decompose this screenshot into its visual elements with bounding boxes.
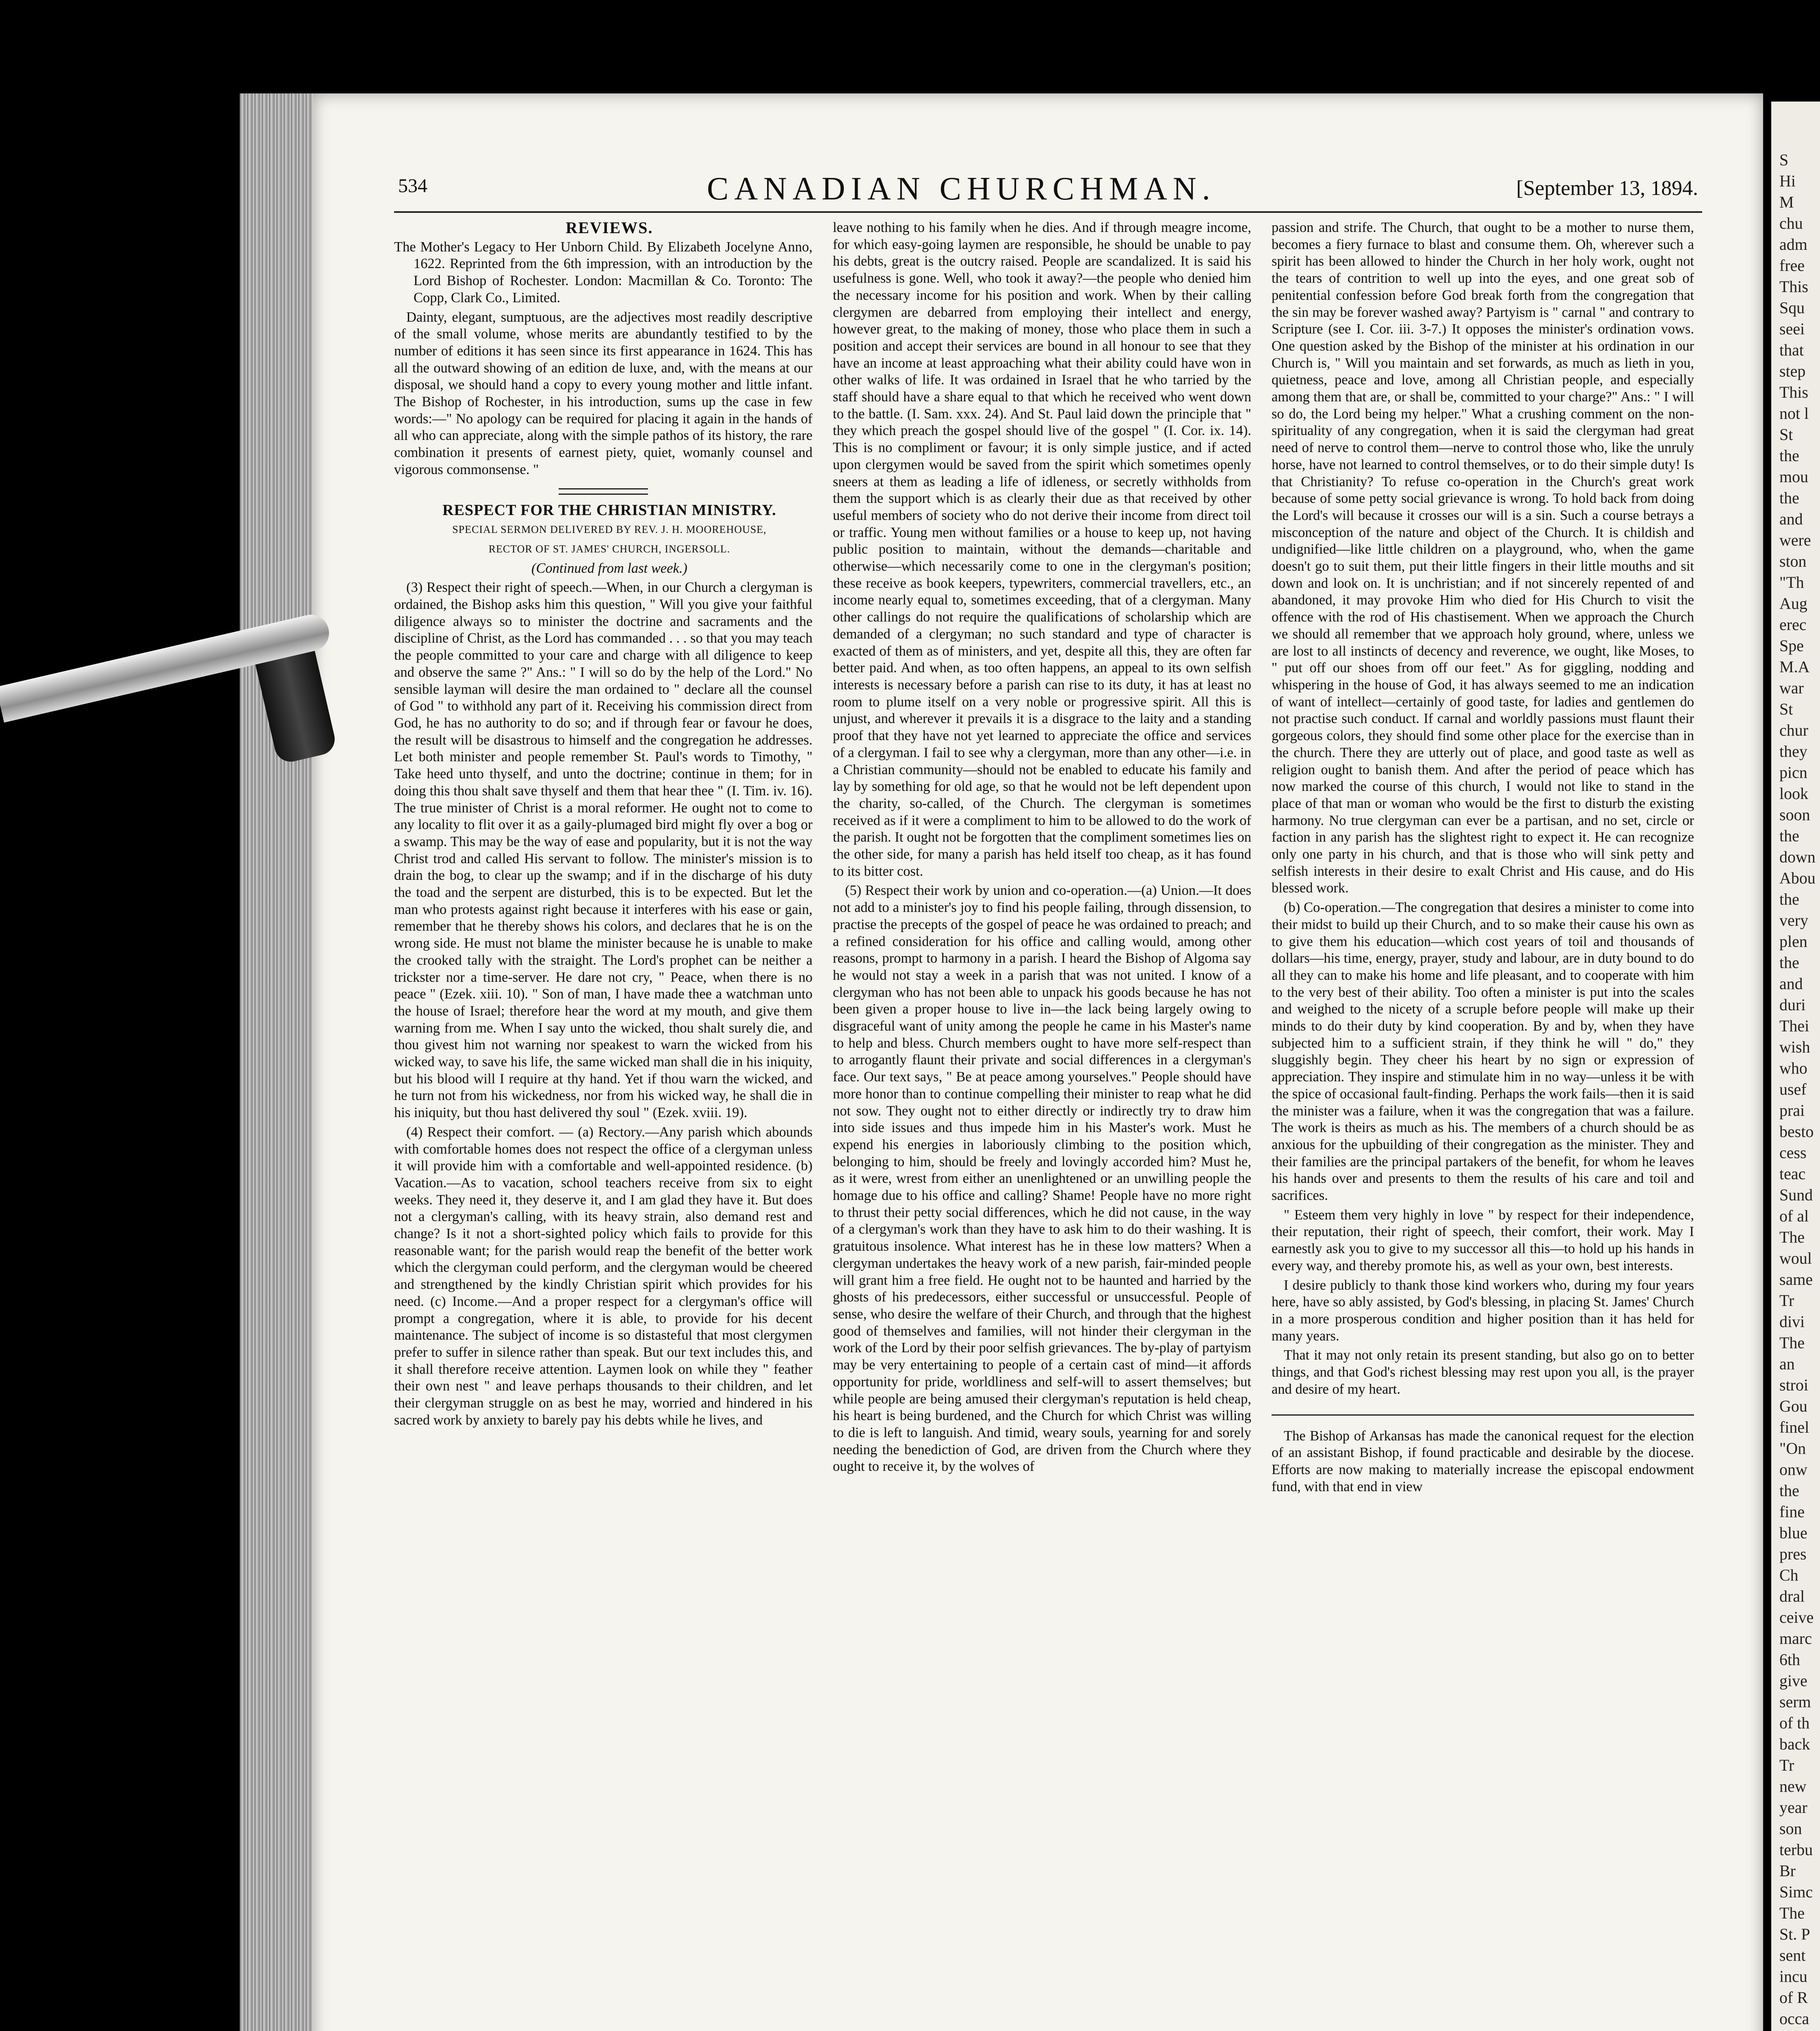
facing-page-fragment-text: picn	[1779, 763, 1807, 782]
page-number: 534	[398, 175, 427, 197]
page-header	[398, 171, 1698, 207]
facing-page-fragment-text: dral	[1779, 1587, 1805, 1605]
review-body: Dainty, elegant, sumptuous, are the adjectives most readily descriptive of the small volume, whose merits are abundantly testified to by the number of editions it has seen since its first appearance in 1624. This has all the outward showing of an edition de luxe, and, with the means at our disposal, we should hand a copy to every young mother and little infant. The Bishop of Rochester, in his introduction, sums up the case in few words:—" No apology can be required for placing it again in the hands of all who can appreciate, along with the simple pathos of its history, the rare combination it presents of earnest piety, quiet, womanly counsel and vigorous commonsense. "	[394, 309, 812, 477]
facing-page-fragment-text: war	[1779, 679, 1804, 697]
facing-page-fragment-text: Squ	[1779, 299, 1805, 317]
facing-page-fragment-text: Ch	[1779, 1566, 1798, 1584]
article-paragraph: I desire publicly to thank those kind workers who, during my four years here, have so ably assisted, by God's blessing, in placing St. James' Church in a more prosperous condition and higher position than it has held for many years.	[1272, 1277, 1694, 1344]
facing-page-fragment-text: Br	[1779, 1862, 1796, 1880]
facing-page-fragment-text: fine	[1779, 1503, 1805, 1521]
facing-page-fragment-text: Hi	[1779, 172, 1796, 190]
facing-page-fragment-text: St	[1779, 425, 1793, 444]
facing-page-fragment-text: the	[1779, 953, 1799, 972]
masthead-title: CANADIAN CHURCHMAN.	[707, 171, 1216, 207]
facing-page-fragment-text: The	[1779, 1904, 1805, 1922]
facing-page-fragment-text: same	[1779, 1270, 1813, 1288]
article-paragraph: That it may not only retain its present standing, but also go on to better things, and that God's richest blessing may rest upon you all, is the prayer and desire of my heart.	[1272, 1347, 1694, 1397]
facing-page-fragment-text: the	[1779, 890, 1799, 908]
facing-page-fragment-text: back	[1779, 1735, 1810, 1753]
facing-page-fragment-text: mou	[1779, 468, 1809, 486]
facing-page-fragment-text: St. P	[1779, 1925, 1810, 1943]
facing-page-fragment-text: not l	[1779, 404, 1809, 422]
reviews-heading: REVIEWS.	[566, 219, 653, 237]
facing-page-fragment-text: seei	[1779, 320, 1805, 338]
facing-page-fragment-text: look	[1779, 784, 1809, 803]
facing-page-fragment-text: adm	[1779, 235, 1807, 253]
facing-page-fragment-text: St	[1779, 700, 1793, 718]
facing-page-fragment-text: plen	[1779, 932, 1807, 951]
facing-page-fragment-text: The	[1779, 1228, 1805, 1246]
facing-page-fragment-text: The	[1779, 1334, 1805, 1352]
facing-page-fragment-text: chur	[1779, 721, 1809, 739]
column-3	[1272, 219, 1694, 1498]
book-page-edges	[240, 93, 317, 2031]
facing-page-fragment-text: blue	[1779, 1524, 1807, 1542]
article-paragraph: passion and strife. The Church, that ought to be a mother to nurse them, becomes a fiery furnace to blast and consume them. Oh, wherever such a spirit has been allowed to hinder the Church in her holy work, ought not the tears of contrition to well up into the eyes, and one great sob of penitential confession before God break forth from the congregation that the sin may be forever washed away? Partyism is " carnal " and contrary to Scripture (see I. Cor. iii. 3-7.) It opposes the minister's ordination vows. One question asked by the Bishop of the minister at his ordination in our Church is, " Will you maintain and set forwards, as much as lieth in you, quietness, peace and love, among all Christian people, and especially among them that are, or shall be, committed to your charge?" Ans.: " I will so do, the Lord being my helper." What a crushing comment on the non-spirituality of any congregation, when it is said the clergyman had great need of nerve to control them—nerve to control those who, like the unruly horse, have not learned to control themselves, or to do their simple duty! Is that Christianity? To refuse co-operation in the Church's great work because of some petty social grievance is wrong. To hold back from doing the Lord's will because it crosses our will is a sin. Such a course betrays a misconception of the nature and object of the Church. It is childish and undignified—like little children on a playground, who, when the game doesn't go to suit them, put their little fingers in their little mouths and sit down and look on. It is unchristian; and if not sincerely repented of and abandoned, it may provoke Him who died for His Church to visit the offence with the rod of His chastisement. When we approach the Church we should all remember that we approach holy ground, where, unless we are lost to all instincts of decency and reverence, we ought, like Moses, to " put off our shoes from off our feet." As for giggling, nodding and whispering in the house of God, it has always seemed to me an indication of want of intellect—certainly of good taste, for ladies and gentlemen do not practise such conduct. If carnal and worldly passions must flaunt their gorgeous colors, they should find some other place for the exercise than in the church. There they are utterly out of place, and good taste as well as religion ought to banish them. And after the period of peace which has now marked the course of this church, I would not like to stand in the place of that man or woman who would be the first to disturb the existing harmony. No true clergyman can ever be a partisan, and no set, circle or faction in any parish has the slightest right to expect it. He can recognize only one party in his church, and that is those who will sink petty and selfish interests in their desire to exalt Christ and His cause, and do His blessed work.	[1272, 220, 1694, 896]
facing-page-fragment-text: M.A	[1779, 658, 1810, 676]
facing-page-fragment-text: ston	[1779, 552, 1807, 570]
facing-page-fragment-text: prai	[1779, 1101, 1805, 1119]
article-subtitle: SPECIAL SERMON DELIVERED BY REV. J. H. MOOREHOUSE,	[452, 524, 767, 536]
facing-page-fragment-text: the	[1779, 446, 1799, 465]
issue-date: [September 13, 1894.	[1516, 177, 1698, 200]
facing-page-fragment-text: usef	[1779, 1080, 1807, 1098]
facing-page-fragment-text: Tr	[1779, 1756, 1794, 1774]
facing-page-fragment-text: who	[1779, 1059, 1807, 1077]
facing-page-fragment-text: "Th	[1779, 573, 1804, 591]
facing-page-fragment-text: were	[1779, 531, 1811, 549]
article-paragraph: " Esteem them very highly in love " by respect for their independence, their reputation, their right of speech, their comfort, their work. May I earnestly ask you to give to my successor all this—to hold up his hands in every way, and thereby promote his, as well as your own, best interests.	[1272, 1207, 1694, 1273]
facing-page-fragment-text: an	[1779, 1355, 1795, 1373]
facing-page-fragment-text: besto	[1779, 1122, 1814, 1141]
facing-page-fragment-text: new	[1779, 1777, 1807, 1795]
facing-page-fragment-text: chu	[1779, 214, 1803, 232]
article-paragraph: (5) Respect their work by union and co-operation.—(a) Union.—It does not add to a minister's joy to find his people failing, through dissension, to practise the precepts of the gospel of peace he was ordained to preach; and a refined consideration for his office and calling would, among other reasons, prompt to harmony in a parish. I heard the Bishop of Algoma say he would not stay a week in a parish that was not united. I know of a clergyman who has not been able to unpack his goods because he has not been given a proper house to live in—the lack being largely owing to disgraceful want of unity among the people he came in his Master's name to help and bless. Church members ought to have more self-respect than to arrogantly flaunt their private and social differences in a clergyman's face. Our text says, " Be at peace among yourselves." People should have more honor than to continue compelling their minister to reap what he did not sow. They ought not to either directly or indirectly try to draw him into side issues and thus impede him in his Master's work. Must he expend his energies in laboriously climbing to the position which, belonging to him, should be freely and lovingly accorded him? Must he, as it were, wrest from either an unenlightened or an unwilling people the homage due to his office and calling? Shame! People have no more right to thrust their petty social differences, which he did not cause, in the way of a clergyman's work than they have to ask him to do their washing. It is gratuitous insolence. What interest has he in these low matters? When a clergyman undertakes the heavy work of a new parish, fair-minded people will grant him a free field. He ought not to be haunted and harried by the ghosts of his predecessors, either successful or unsuccessful. People of sense, who desire the welfare of their Church, and through that the highest good of themselves and families, will not hinder their clergyman in the work of the Lord by their poor selfish grievances. The by-play of partyism may be very entertaining to people of a certain cast of mind—it affords opportunity for pride, worldliness and self-will to assert themselves; but while people are being amused their clergyman's reputation is held cheap, his heart is being burdened, and the Church for which Christ was willing to die is left to languish. And timid, weary souls, yearning for and sorely needing the benediction of God, are driven from the Church where they ought to receive it, by the wolves of	[833, 883, 1251, 1475]
news-item: The Bishop of Arkansas has made the canonical request for the election of an assistant Bishop, if found practicable and desirable by the diocese. Efforts are now making to materially increase the episcopal endowment fund, with that end in view	[1272, 1428, 1694, 1494]
facing-page-fragment-text: that	[1779, 341, 1804, 359]
facing-page-fragment-text: marc	[1779, 1629, 1812, 1648]
facing-page-fragment-text: step	[1779, 362, 1806, 380]
facing-page-fragment-text: divi	[1779, 1312, 1805, 1331]
facing-page-fragment-text: soon	[1779, 805, 1810, 824]
facing-page-fragment-text: of th	[1779, 1714, 1810, 1732]
continued-note: (Continued from last week.)	[531, 560, 687, 576]
facing-page-fragment-text: duri	[1779, 996, 1806, 1014]
facing-page-fragment-text: 6th	[1779, 1650, 1800, 1669]
facing-page-fragment-text: they	[1779, 742, 1807, 760]
facing-page-fragment-text: Gou	[1779, 1397, 1807, 1415]
book-entry: The Mother's Legacy to Her Unborn Child. By Elizabeth Jocelyne Anno, 1622. Reprinted from the 6th impression, with an introduction by the Lord Bishop of Rochester. London: Macmillan & Co. Toronto: The Copp, Clark Co., Limited.	[394, 239, 812, 305]
header-rule	[394, 211, 1702, 213]
article-paragraph: (4) Respect their comfort. — (a) Rectory.—Any parish which abounds with comfortable homes does not respect the office of a clergyman unless it will provide him with a comfortable and well-appointed residence. (b) Vacation.—As to vacation, school teachers receive from six to eight weeks. They need it, they deserve it, and I am glad they have it. But does not a clergyman's calling, with its heavy strain, also demand rest and change? Is it not a short-sighted policy which fails to provide for this reasonable want; for the parish would reap the benefit of the better work which the clergyman could perform, and the clergyman would be cheered and strengthened by the kindly Christian spirit which provides for his need. (c) Income.—And a proper respect for a clergyman's office will prompt a congregation, where it is able, to provide for his decent maintenance. The subject of income is so distasteful that most clergymen prefer to suffer in silence rather than speak. But our text includes this, and it shall therefore receive attention. Laymen look on while they " feather their own nest " and leave perhaps thousands to their children, and let their clergyman struggle on as best he may, worried and hindered in his sacred work by anxiety to barely pay his debts while he lives, and	[394, 1124, 812, 1428]
facing-page-fragment-text: of R	[1779, 1988, 1808, 2007]
facing-page-fragment-text: very	[1779, 911, 1809, 929]
facing-page-fragment-text: S	[1779, 151, 1789, 169]
facing-page-fragment-text: and	[1779, 974, 1803, 993]
facing-page-fragment-text: pres	[1779, 1545, 1807, 1563]
section-divider	[559, 488, 648, 495]
facing-page-fragment-text: This	[1779, 277, 1809, 296]
facing-page-fragment-text: Aug	[1779, 594, 1807, 613]
article-title: RESPECT FOR THE CHRISTIAN MINISTRY.	[442, 501, 776, 519]
facing-page-fragment-text: onw	[1779, 1460, 1807, 1479]
article-end-rule	[1272, 1414, 1694, 1416]
facing-page-fragment-text: and	[1779, 510, 1803, 528]
facing-page-fragment-text: the	[1779, 1481, 1799, 1500]
facing-page-fragment-text: Tr	[1779, 1291, 1794, 1310]
facing-page-fragment-text: down	[1779, 848, 1816, 866]
facing-page-fragment-text: cess	[1779, 1143, 1807, 1162]
column-2	[833, 219, 1251, 1478]
facing-page-fragment-text: erec	[1779, 615, 1807, 634]
facing-page-fragment-text: give	[1779, 1672, 1807, 1690]
facing-page-fragment-text: M	[1779, 193, 1794, 211]
facing-page-fragment-text: of al	[1779, 1207, 1809, 1225]
facing-page-fragment-text: Thei	[1779, 1017, 1809, 1035]
facing-page-fragment-text: free	[1779, 256, 1805, 275]
facing-page-fragment-text: ceive	[1779, 1608, 1814, 1626]
article-subtitle-2: RECTOR OF ST. JAMES' CHURCH, INGERSOLL.	[488, 543, 730, 555]
facing-page-fragment-text: teac	[1779, 1165, 1806, 1183]
facing-page-fragment-text: wish	[1779, 1038, 1810, 1056]
facing-page-fragment-text: serm	[1779, 1693, 1811, 1711]
facing-page-fragment-text: finel	[1779, 1418, 1809, 1436]
facing-page-fragment-text: occa	[1779, 2009, 1809, 2028]
facing-page-fragment-text: This	[1779, 383, 1809, 401]
article-paragraph: (3) Respect their right of speech.—When, in our Church a clergyman is ordained, the Bishop asks him this question, " Will you give your faithful diligence always so to minister the doctrine and sacraments and the discipline of Christ, as the Lord has commanded . . . so that you may teach the people committed to your care and charge with all diligence to keep and observe the same ?" Ans.: " I will so do by the help of the Lord." No sensible layman will desire the man ordained to " declare all the counsel of God " to withhold any part of it. Receiving his commission direct from God, he has no authority to do so; and if through fear or favour he does, the result will be disastrous to himself and the congregation he addresses. Let both minister and people remember St. Paul's words to Timothy, " Take heed unto thyself, and unto the doctrine; continue in them; for in doing this thou shalt save thyself and them that hear thee " (I. Tim. iv. 16). The true minister of Christ is a moral reformer. He ought not to come to any locality to flit over it as a gaily-plumaged bird might fly over a bog or a swamp. This may be the way of ease and popularity, but it is not the way Christ trod and called His servant to follow. The minister's mission is to drain the bog, to clear up the swamp; and if in the discharge of his duty the toad and the serpent are disturbed, this is to be expected. But let the man who protests against right because it interferes with his ease or gain, remember that he thereby shows his colors, and declares that he is on the wrong side. He must not blame the minister because he is unable to make the crooked tally with the straight. The Lord's prophet can be neither a trickster nor a time-server. He dare not cry, " Peace, when there is no peace " (Ezek. xiii. 10). " Son of man, I have made thee a watchman unto the house of Israel; therefore hear the word at my mouth, and give them warning from me. When I say unto the wicked, thou shalt surely die, and thou givest him not warning nor speakest to warn the wicked from his wicked way, to save his life, the same wicked man shall die in his iniquity, but his blood will I require at thy hand. Yet if thou warn the wicked, and he turn not from his wickedness, nor from his wicked way, he shall die in his iniquity, but thou hast delivered thy soul " (Ezek. xviii. 19).	[394, 580, 812, 1121]
article-paragraph: (b) Co-operation.—The congregation that desires a minister to come into their midst to build up their Church, and to so make their cause his own as to give them his education—which cost years of toil and thousands of dollars—his time, energy, prayer, study and labour, are in duty bound to do all they can to make his home and life pleasant, and to cooperate with him to the very best of their ability. Too often a minister is put into the scales and weighed to the nicety of a scruple before people will make up their minds to do their duty by kind cooperation. By and by, when they have subjected him to a sufficient strain, if they think he will " do," they sluggishly begin. They cheer his heart by no sign or expression of appreciation. They inspire and stimulate him in no way—unless it be with the spice of occasional fault-finding. Perhaps the work fails—then it is said the minister was a failure, when it was the congregation that was a failure. The work is theirs as much as his. The members of a church should be as anxious for the upbuilding of their congregation as the minister. They and their families are the principal partakers of the benefit, for whom he leaves his hands over and presents to them the results of his care and toil and sacrifices.	[1272, 900, 1694, 1204]
facing-page-fragment-text: stroi	[1779, 1376, 1809, 1394]
facing-page-fragment	[1771, 102, 1820, 2031]
facing-page-fragment-text: Abou	[1779, 869, 1816, 887]
facing-page-fragment-text: son	[1779, 1819, 1802, 1838]
facing-page-fragment-text: incu	[1779, 1967, 1807, 1986]
article-paragraph: leave nothing to his family when he dies. And if through meagre income, for which easy-going laymen are responsible, he should be unable to pay his debts, great is the outcry raised. People are scandalized. It is said his usefulness is gone. Well, who took it away?—the people who denied him the necessary income for his position and work. When by their calling clergymen are debarred from employing their intellect and energy, however great, to the making of money, those who place them in such a position and accept their services are bound in all honour to see that they have an income at least approaching what their ability could have won in other walks of life. It was ordained in Israel that he who tarried by the staff should have a share equal to that which he received who went down to the battle. (I. Sam. xxx. 24). And St. Paul laid down the principle that " they which preach the gospel should live of the gospel " (I. Cor. ix. 14). This is no compliment or favour; it is only simple justice, and if acted upon clergymen would be saved from the spirit which sometimes openly sneers at them as leading a life of idleness, or secretly withholds from them the support which is as clearly their due as that received by other useful members of society who do not derive their income from direct toil or traffic. Young men without families or a house to keep up, not having public position to maintain, without the demands—charitable and otherwise—which necessarily come to one in the clergyman's position; these receive as book keepers, typewriters, commercial travellers, etc., an income nearly equal to, sometimes exceeding, that of a clergyman. Many other callings do not require the qualifications of scholarship which are demanded of a clergyman; no such standard and type of character is exacted of them as of ministers, and yet, despite all this, they are often far better paid. And when, as too often happens, an appeal to its own selfish interests is necessary before a parish can rise to its duty, it has at least no room to plume itself on a very noble or progressive spirit. All this is unjust, and wherever it prevails it is a disgrace to the laity and a standing proof that they have not yet learned to appreciate the office and services of a clergyman. I fail to see why a clergyman, more than any other—i.e. in a Christian community—should not be enabled to educate his family and lay by something for old age, so that he would not be left dependent upon the charity, so-called, of the Church. The clergyman is sometimes received as if it were a compliment to him to be allowed to do the work of the parish. It ought not be forgotten that the compliment sometimes lies on the other side, for many a parish has held itself too cheap, as it has found to its bitter cost.	[833, 220, 1251, 879]
facing-page-fragment-text: sent	[1779, 1946, 1806, 1964]
facing-page-fragment-text: Sund	[1779, 1186, 1813, 1204]
column-1	[394, 219, 812, 1431]
facing-page-fragment-text: "On	[1779, 1439, 1806, 1457]
newspaper-page	[313, 93, 1763, 2031]
facing-page-fragment-text: Simc	[1779, 1883, 1813, 1901]
facing-page-fragment-text: the	[1779, 827, 1799, 845]
facing-page-fragment-text: year	[1779, 1798, 1807, 1817]
facing-page-fragment-text: Spe	[1779, 637, 1804, 655]
facing-page-fragment-text: the	[1779, 489, 1799, 507]
facing-page-fragment-text: woul	[1779, 1249, 1812, 1267]
facing-page-fragment-text: terbu	[1779, 1840, 1813, 1859]
